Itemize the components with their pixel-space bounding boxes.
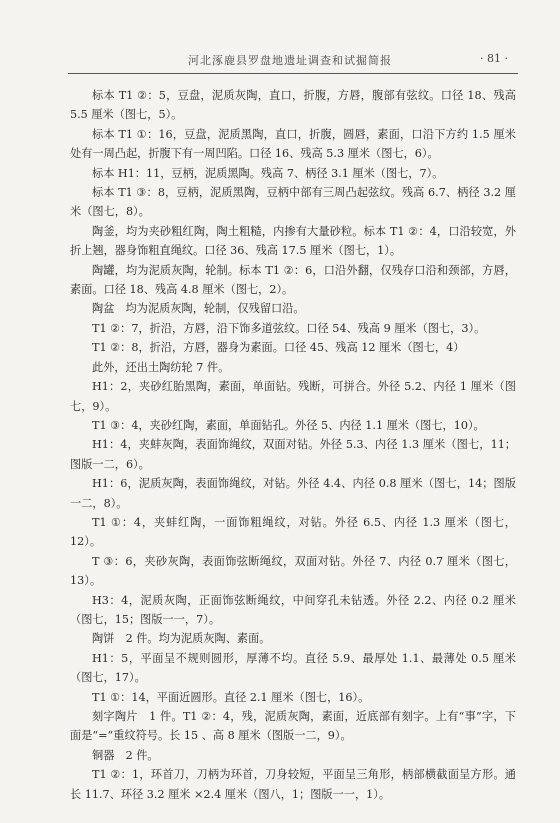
paragraph-spindle-whorls: 此外，还出土陶纺轮 7 件。 (92, 360, 230, 374)
paragraph-t1-2-1: T1 ②：1，环首刀，刀柄为环首，刀身较短，平面呈三角形，柄部横截面呈方形。通长 11.7、环径 3.2 厘米 ×2.4 厘米（图八，1；图版一一，1）。 (70, 768, 516, 801)
running-header (0, 52, 560, 72)
paragraph-t1-3-4: T1 ③：4，夹砂红陶，素面，单面钻孔。外径 5、内径 1.1 厘米（图七，10）。 (92, 418, 485, 432)
header-rule (68, 73, 518, 74)
article-body (70, 86, 516, 804)
paragraph-t1-3-8: 标本 T1 ③：8，豆柄，泥质黑陶，豆柄中部有三周凸起弦纹。残高 6.7、柄径 3.2 厘米（图七，8）。 (70, 186, 516, 219)
paragraph-h1-2: H1：2，夹砂红胎黑陶，素面，单面钻。残断，可拼合。外径 5.2、内径 1 厘米（图七，9）。 (70, 380, 516, 413)
paragraph-pottery-pen: 陶盆 均为泥质灰陶，轮制，仅残留口沿。 (92, 302, 305, 316)
paragraph-pottery-bing: 陶饼 2 件。均为泥质灰陶、素面。 (92, 632, 271, 646)
paragraph-t-3-6: T ③：6，夹砂灰陶，表面饰弦断绳纹，双面对钻。外径 7、内径 0.7 厘米（图七，13）。 (70, 554, 516, 588)
paragraph-t1-1-14: T1 ①：14，平面近圆形。直径 2.1 厘米（图七，16）。 (92, 690, 370, 704)
paragraph-h1-6: H1：6，泥质灰陶，表面饰绳纹，对钻。外径 4.4、内径 0.8 厘米（图七，14；图版一二，8）。 (70, 477, 516, 510)
paragraph-pottery-fu: 陶釜，均为夹砂粗红陶，陶土粗糙，内掺有大量砂粒。标本 T1 ②：4，口沿较宽，外折上翘，器身饰粗直绳纹。口径 36、残高 17.5 厘米（图七，1）。 (70, 224, 516, 258)
paragraph-t1-2-7: T1 ②：7，折沿，方唇，沿下饰多道弦纹。口径 54、残高 9 厘米（图七，3）。 (92, 321, 486, 335)
paragraph-bronze: 铜器 2 件。 (92, 748, 159, 762)
page-number: · 81 · (480, 52, 508, 65)
paragraph-t1-1-16: 标本 T1 ①：16，豆盘，泥质黑陶，直口，折腹，圆唇，素面，口沿下方约 1.5 厘米处有一周凸起，折腹下有一周凹陷。口径 16、残高 5.3 厘米（图七，6）。 (70, 127, 516, 161)
paragraph-inscribed-sherd: 刻字陶片 1 件。T1 ②：4，残，泥质灰陶，素面，近底部有刻字。上有“事”字，下面是“=”重纹符号。长 15 、高 8 厘米（图版一二，9）。 (70, 710, 516, 743)
paragraph-t1-2-8: T1 ②：8，折沿，方唇，器身为素面。口径 45、残高 12 厘米（图七，4） (92, 341, 465, 355)
paragraph-h1-5: H1：5，平面呈不规则圆形，厚薄不均。直径 5.9、最厚处 1.1、最薄处 0.5 厘米（图七，17）。 (70, 651, 516, 685)
paragraph-h1-11: 标本 H1：11，豆柄，泥质黑陶。残高 7、柄径 3.1 厘米（图七，7）。 (92, 166, 444, 180)
paragraph-t1-2-5: 标本 T1 ②：5，豆盘，泥质灰陶，直口，折腹，方唇，腹部有弦纹。口径 18、残高 5.5 厘米（图七，5）。 (70, 89, 516, 122)
paragraph-pottery-guan: 陶罐，均为泥质灰陶，轮制。标本 T1 ②：6，口沿外翻，仅残存口沿和颈部，方唇，素面。口径 18、残高 4.8 厘米（图七，2）。 (70, 263, 516, 297)
paragraph-t1-1-4: T1 ①：4，夹蚌红陶，一面饰粗绳纹，对钻。外径 6.5、内径 1.3 厘米（图七，12）。 (70, 515, 516, 549)
paragraph-h1-4: H1：4，夹蚌灰陶，表面饰绳纹，双面对钻。外径 5.3、内径 1.3 厘米（图七，11；图版一二，6）。 (70, 438, 516, 471)
journal-running-title: 河北涿鹿县罗盘地遗址调查和试掘简报 (188, 54, 392, 67)
paragraph-h3-4: H3：4，泥质灰陶，正面饰弦断绳纹，中间穿孔未钻透。外径 2.2、内径 0.2 厘米（图七，15；图版一一，7）。 (70, 593, 516, 626)
